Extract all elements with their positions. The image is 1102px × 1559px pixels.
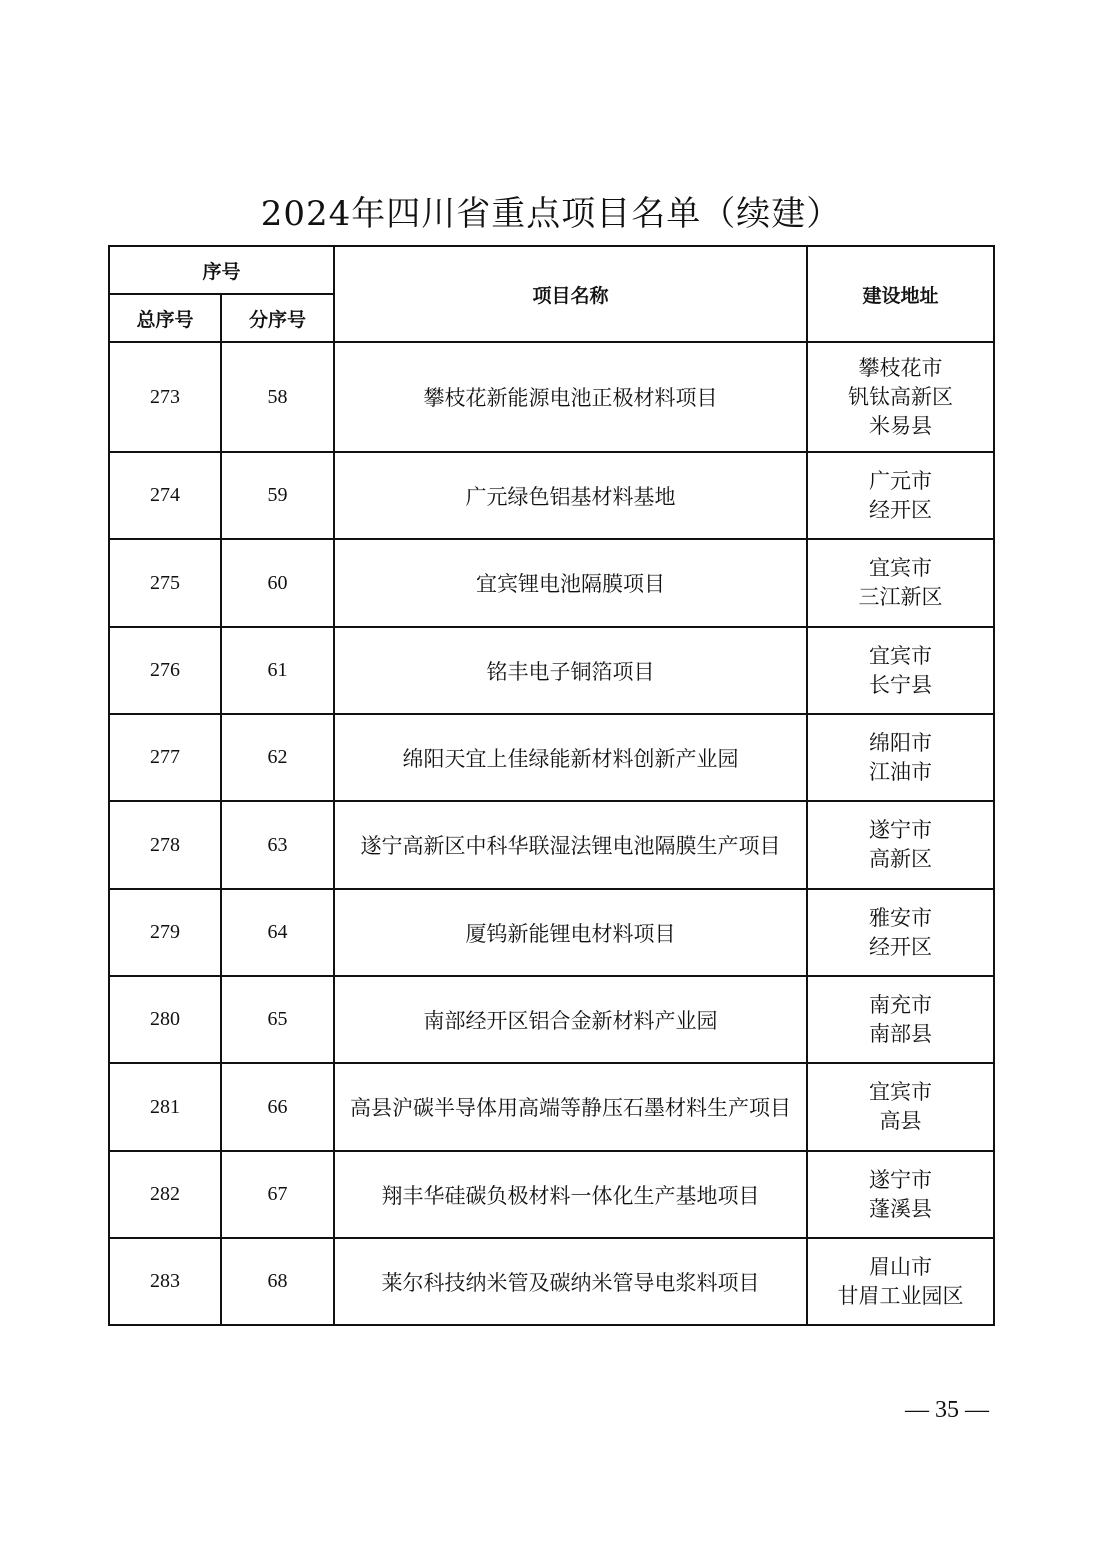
location-cell bbox=[807, 627, 994, 714]
location-line: 攀枝花市 bbox=[858, 355, 943, 380]
sub-seq-cell: 67 bbox=[221, 1151, 334, 1238]
location-line: 南充市 bbox=[869, 992, 933, 1017]
sub-seq-cell: 62 bbox=[221, 714, 334, 801]
location-line: 宜宾市 bbox=[869, 643, 933, 668]
sub-seq-cell: 59 bbox=[221, 452, 334, 539]
location-line: 广元市 bbox=[869, 468, 933, 493]
location-line: 高新区 bbox=[869, 847, 933, 871]
project-name-cell: 翔丰华硅碳负极材料一体化生产基地项目 bbox=[334, 1151, 807, 1238]
total-seq-cell: 281 bbox=[109, 1063, 221, 1151]
table-row bbox=[109, 1238, 994, 1325]
location-cell bbox=[807, 889, 994, 976]
total-seq-cell: 280 bbox=[109, 976, 221, 1063]
total-seq-cell: 279 bbox=[109, 889, 221, 976]
location-cell bbox=[807, 976, 994, 1063]
location-cell bbox=[807, 1151, 994, 1238]
location-line: 宜宾市 bbox=[869, 556, 933, 580]
location-line: 遂宁市 bbox=[869, 1167, 933, 1192]
location-cell bbox=[807, 801, 994, 889]
location-cell bbox=[807, 452, 994, 539]
location-line: 经开区 bbox=[869, 934, 933, 959]
location-line: 钒钛高新区 bbox=[848, 384, 954, 409]
table-row bbox=[109, 889, 994, 976]
sub-seq-cell: 63 bbox=[221, 801, 334, 889]
project-table bbox=[108, 245, 995, 1326]
total-seq-cell: 282 bbox=[109, 1151, 221, 1238]
location-line: 宜宾市 bbox=[869, 1080, 933, 1104]
sub-seq-cell: 68 bbox=[221, 1238, 334, 1325]
total-seq-cell: 283 bbox=[109, 1238, 221, 1325]
location-cell bbox=[807, 714, 994, 801]
location-line: 江油市 bbox=[869, 759, 933, 784]
location-line: 眉山市 bbox=[869, 1254, 933, 1279]
table-row bbox=[109, 801, 994, 889]
project-name-cell: 遂宁高新区中科华联湿法锂电池隔膜生产项目 bbox=[334, 801, 807, 889]
table-row bbox=[109, 976, 994, 1063]
project-name-cell: 广元绿色铝基材料基地 bbox=[334, 452, 807, 539]
project-name-cell: 铭丰电子铜箔项目 bbox=[334, 627, 807, 714]
location-cell bbox=[807, 1238, 994, 1325]
project-name-cell: 莱尔科技纳米管及碳纳米管导电浆料项目 bbox=[334, 1238, 807, 1325]
location-line: 遂宁市 bbox=[869, 818, 933, 842]
sub-seq-header: 分序号 bbox=[221, 294, 334, 342]
table-row bbox=[109, 342, 994, 452]
location-cell bbox=[807, 539, 994, 627]
table-body bbox=[109, 342, 994, 1325]
table-row bbox=[109, 1063, 994, 1151]
project-name-cell: 宜宾锂电池隔膜项目 bbox=[334, 539, 807, 627]
location-line: 雅安市 bbox=[869, 905, 933, 930]
sub-seq-cell: 64 bbox=[221, 889, 334, 976]
location-line: 长宁县 bbox=[869, 672, 933, 697]
project-name-cell: 高县沪碳半导体用高端等静压石墨材料生产项目 bbox=[334, 1063, 807, 1151]
seq-header: 序号 bbox=[109, 246, 334, 294]
location-header: 建设地址 bbox=[807, 246, 994, 342]
table-row bbox=[109, 539, 994, 627]
location-line: 米易县 bbox=[869, 413, 933, 438]
project-name-cell: 厦钨新能锂电材料项目 bbox=[334, 889, 807, 976]
table-row bbox=[109, 627, 994, 714]
table-row bbox=[109, 452, 994, 539]
location-line: 绵阳市 bbox=[869, 730, 933, 755]
table-row bbox=[109, 1151, 994, 1238]
total-seq-cell: 278 bbox=[109, 801, 221, 889]
location-line: 南部县 bbox=[869, 1021, 933, 1046]
page-number: — 35 — bbox=[905, 1397, 989, 1423]
project-name-cell: 攀枝花新能源电池正极材料项目 bbox=[334, 342, 807, 452]
total-seq-cell: 276 bbox=[109, 627, 221, 714]
total-seq-cell: 275 bbox=[109, 539, 221, 627]
location-line: 三江新区 bbox=[858, 585, 943, 609]
total-seq-cell: 277 bbox=[109, 714, 221, 801]
sub-seq-cell: 58 bbox=[221, 342, 334, 452]
total-seq-header: 总序号 bbox=[109, 294, 221, 342]
project-name-cell: 绵阳天宜上佳绿能新材料创新产业园 bbox=[334, 714, 807, 801]
sub-seq-cell: 61 bbox=[221, 627, 334, 714]
location-line: 甘眉工业园区 bbox=[837, 1283, 964, 1308]
page-title: 2024年四川省重点项目名单（续建） bbox=[260, 194, 842, 234]
location-cell bbox=[807, 1063, 994, 1151]
project-name-cell: 南部经开区铝合金新材料产业园 bbox=[334, 976, 807, 1063]
sub-seq-cell: 66 bbox=[221, 1063, 334, 1151]
location-line: 高县 bbox=[879, 1109, 922, 1133]
sub-seq-cell: 65 bbox=[221, 976, 334, 1063]
location-line: 经开区 bbox=[869, 497, 933, 522]
sub-seq-cell: 60 bbox=[221, 539, 334, 627]
project-name-header: 项目名称 bbox=[334, 246, 807, 342]
total-seq-cell: 274 bbox=[109, 452, 221, 539]
table-row bbox=[109, 714, 994, 801]
location-cell bbox=[807, 342, 994, 452]
total-seq-cell: 273 bbox=[109, 342, 221, 452]
location-line: 蓬溪县 bbox=[869, 1196, 933, 1221]
